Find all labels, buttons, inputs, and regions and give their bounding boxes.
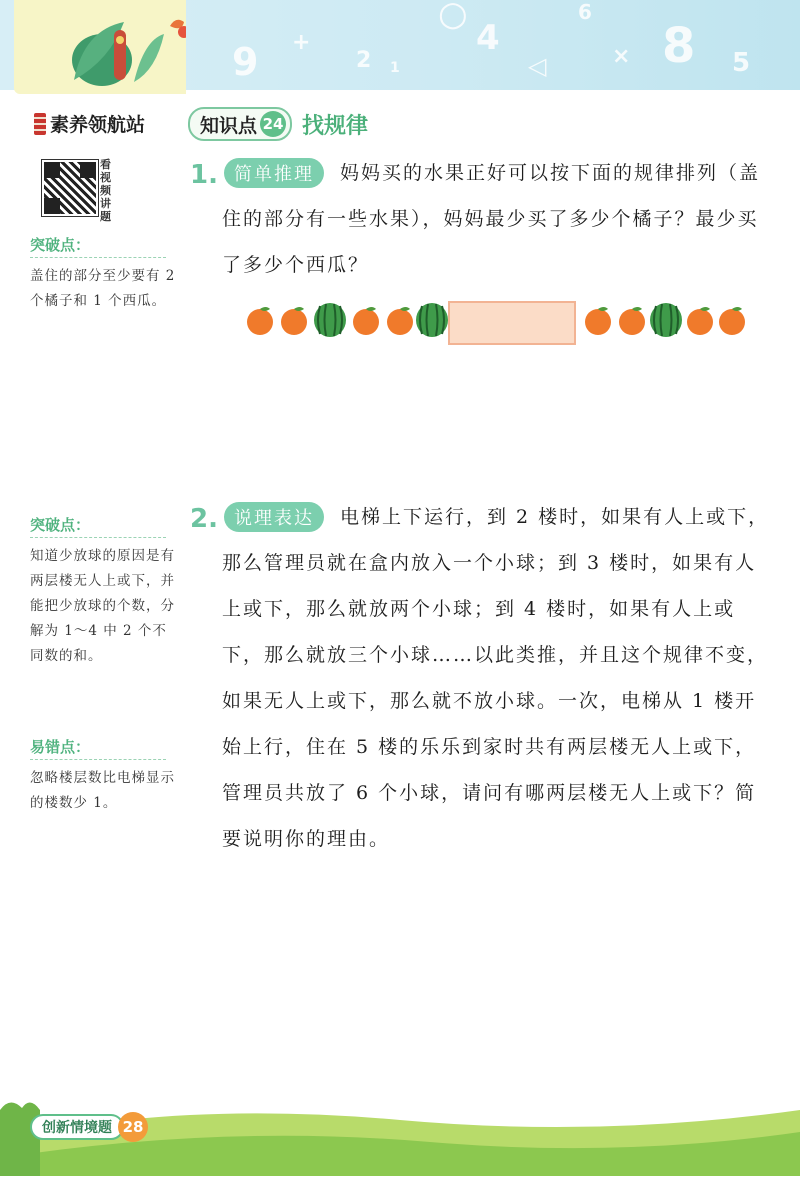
topic-heading <box>188 108 368 140</box>
footer-label: 创新情境题 <box>30 1114 124 1140</box>
decor-symbol: ◁ <box>528 52 547 80</box>
decor-digit: 9 <box>232 40 259 84</box>
book-icon <box>34 113 46 135</box>
sidebar-heading: 易错点： <box>30 736 166 760</box>
sidebar-note-1 <box>30 234 176 314</box>
covered-part-box <box>448 301 576 345</box>
decor-digit: 4 <box>476 18 500 58</box>
watermelon-icon <box>414 300 450 338</box>
decor-symbol: × <box>612 44 631 69</box>
orange-icon <box>582 304 614 336</box>
question-number: 2. <box>190 504 218 534</box>
sidebar-note-2 <box>30 514 176 669</box>
decor-digit: 5 <box>732 48 751 78</box>
corner-illustration <box>14 0 186 94</box>
decor-symbol: + <box>292 30 311 55</box>
decor-symbol: ○ <box>438 0 468 34</box>
topic-title: 找规律 <box>302 113 369 139</box>
orange-icon <box>350 304 382 336</box>
question-text <box>222 150 774 288</box>
watermelon-icon <box>312 300 348 338</box>
question-text <box>222 494 774 862</box>
question-tag: 简单推理 <box>224 158 324 188</box>
sidebar-note-3 <box>30 736 176 816</box>
topic-prefix: 知识点 <box>200 114 258 137</box>
orange-icon <box>278 304 310 336</box>
section-label <box>34 110 145 137</box>
section-label-text: 素养领航站 <box>50 114 146 136</box>
qr-caption: 看视频讲题 <box>100 158 111 223</box>
sidebar-text: 盖住的部分至少要有 2 个橘子和 1 个西瓜。 <box>30 268 176 309</box>
page-number: 28 <box>118 1112 148 1142</box>
decor-digit: 8 <box>662 18 696 74</box>
topic-pill <box>188 107 292 141</box>
question-body: 电梯上下运行，到 2 楼时，如果有人上或下，那么管理员就在盒内放入一个小球；到 3 楼时，如果有人上或下，那么就放两个小球；到 4 楼时，如果有人上或下，那么就放三个小球……以此类推，并且这个规律不变，如果无人上或下，那么就不放小球。一次，电梯从 1 楼开始上行，住在 5 楼的乐乐到家时共有两层楼无人上或下，管理员共放了 6 个小球，请问有哪两层楼无人上或下？简要说明你的理由。 <box>222 506 770 850</box>
decor-digit: 1 <box>390 60 400 76</box>
decor-digit: 2 <box>356 48 372 73</box>
orange-icon <box>244 304 276 336</box>
sidebar-text: 忽略楼层数比电梯显示的楼数少 1。 <box>30 770 175 811</box>
footer-tag <box>30 1112 148 1142</box>
sidebar-text: 知道少放球的原因是有两层楼无人上或下，并能把少放球的个数，分解为 1～4 中 2 个不同数的和。 <box>30 548 175 664</box>
question-body: 妈妈买的水果正好可以按下面的规律排列（盖住的部分有一些水果），妈妈最少买了多少个橘子？最少买了多少个西瓜？ <box>222 162 761 276</box>
decor-digit: 6 <box>578 0 592 24</box>
orange-icon <box>384 304 416 336</box>
question-tag: 说理表达 <box>224 502 324 532</box>
orange-icon <box>616 304 648 336</box>
watermelon-icon <box>648 300 684 338</box>
sidebar-heading: 突破点： <box>30 234 166 258</box>
topic-number: 24 <box>260 111 286 137</box>
orange-icon <box>716 304 748 336</box>
qr-code-icon[interactable] <box>42 160 98 216</box>
sidebar-heading: 突破点： <box>30 514 166 538</box>
orange-icon <box>684 304 716 336</box>
question-number: 1. <box>190 160 218 190</box>
plant-illustration-icon <box>14 0 186 94</box>
